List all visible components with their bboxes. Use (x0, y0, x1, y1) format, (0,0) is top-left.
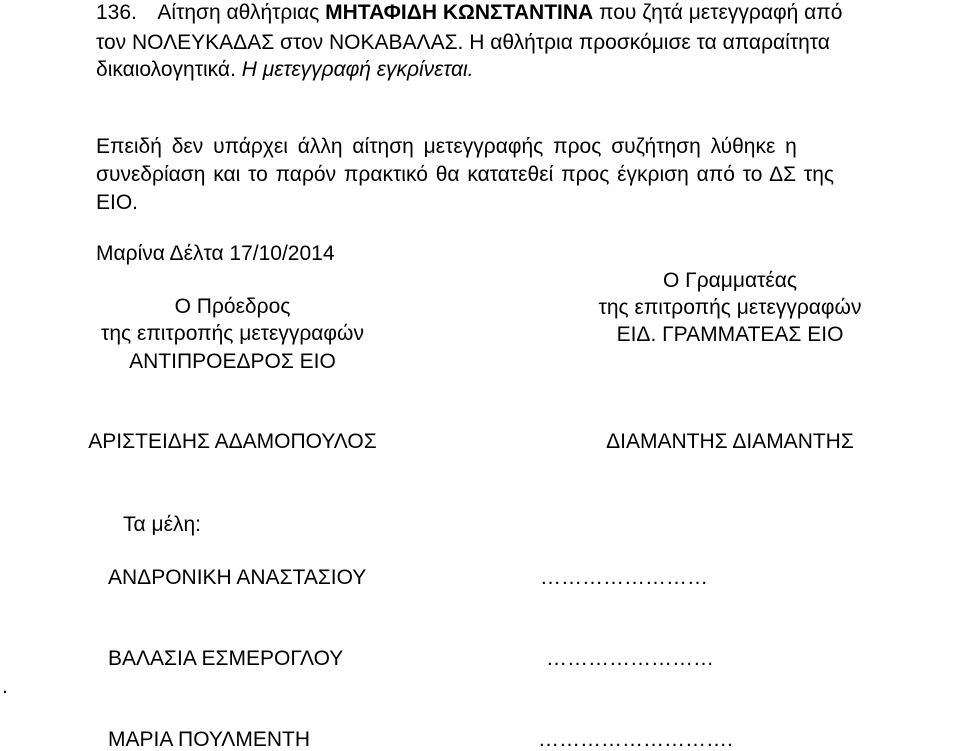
item-text-post: που ζητά μετεγγραφή από (593, 1, 843, 24)
item-text-pre: Αίτηση αθλήτριας (157, 1, 326, 24)
secretary-role: ΕΙΔ. ΓΡΑΜΜΑΤΕΑΣ ΕΙΟ (616, 323, 844, 346)
president-role: ΑΝΤΙΠΡΟΕΔΡΟΣ ΕΙΟ (129, 350, 336, 373)
item-decision: Η μετεγγραφή εγκρίνεται. (241, 58, 474, 81)
member-name: ΑΝΔΡΟΝΙΚΗ ΑΝΑΣΤΑΣΙΟΥ (108, 566, 367, 589)
member-name: ΒΑΛΑΣΙΑ ΕΣΜΕΡΟΓΛΟΥ (108, 647, 344, 670)
president-title: Ο Πρόεδρος (174, 295, 291, 318)
item-line-3 (96, 59, 473, 80)
item-line-2: τον ΝΟΛΕΥΚΑΔΑΣ στον ΝΟΚΑΒΑΛΑΣ. Η αθλήτρια προσκόμισε τα απαραίτητα (96, 31, 830, 54)
closing-line-1: Επειδή δεν υπάρχει άλλη αίτηση μετεγγραφής προς συζήτηση λύθηκε η (96, 135, 797, 158)
members-heading: Τα μέλη: (123, 513, 201, 536)
secretary-title: Ο Γραμματέας (662, 269, 798, 292)
president-name: ΑΡΙΣΤΕΙΔΗΣ ΑΔΑΜΟΠΟΥΛΟΣ (88, 430, 377, 453)
member-signature-line: …………………… (546, 647, 714, 670)
member-signature-line: …………………… (540, 566, 708, 589)
secretary-committee: της επιτροπής μετεγγραφών (598, 296, 862, 319)
closing-line-3: ΕΙΟ. (96, 191, 139, 214)
closing-line-2: συνεδρίαση και το παρόν πρακτικό θα κατατεθεί προς έγκριση από το ΔΣ της (96, 163, 835, 186)
stray-mark: . (2, 675, 8, 698)
item-number: 136. (96, 1, 137, 24)
athlete-name: ΜΗΤΑΦΙΔΗ ΚΩΝΣΤΑΝΤΙΝΑ (325, 1, 594, 24)
secretary-name: ΔΙΑΜΑΝΤΗΣ ΔΙΑΜΑΝΤΗΣ (606, 430, 854, 453)
item-line-1 (96, 2, 842, 23)
item-text-supporting-docs: δικαιολογητικά. (96, 58, 242, 81)
member-name: ΜΑΡΙΑ ΠΟΥΛΜΕΝΤΗ (108, 728, 310, 751)
place-date: Μαρίνα Δέλτα 17/10/2014 (96, 242, 335, 265)
member-signature-line: ………………………. (538, 728, 733, 751)
president-committee: της επιτροπής μετεγγραφών (101, 322, 364, 345)
